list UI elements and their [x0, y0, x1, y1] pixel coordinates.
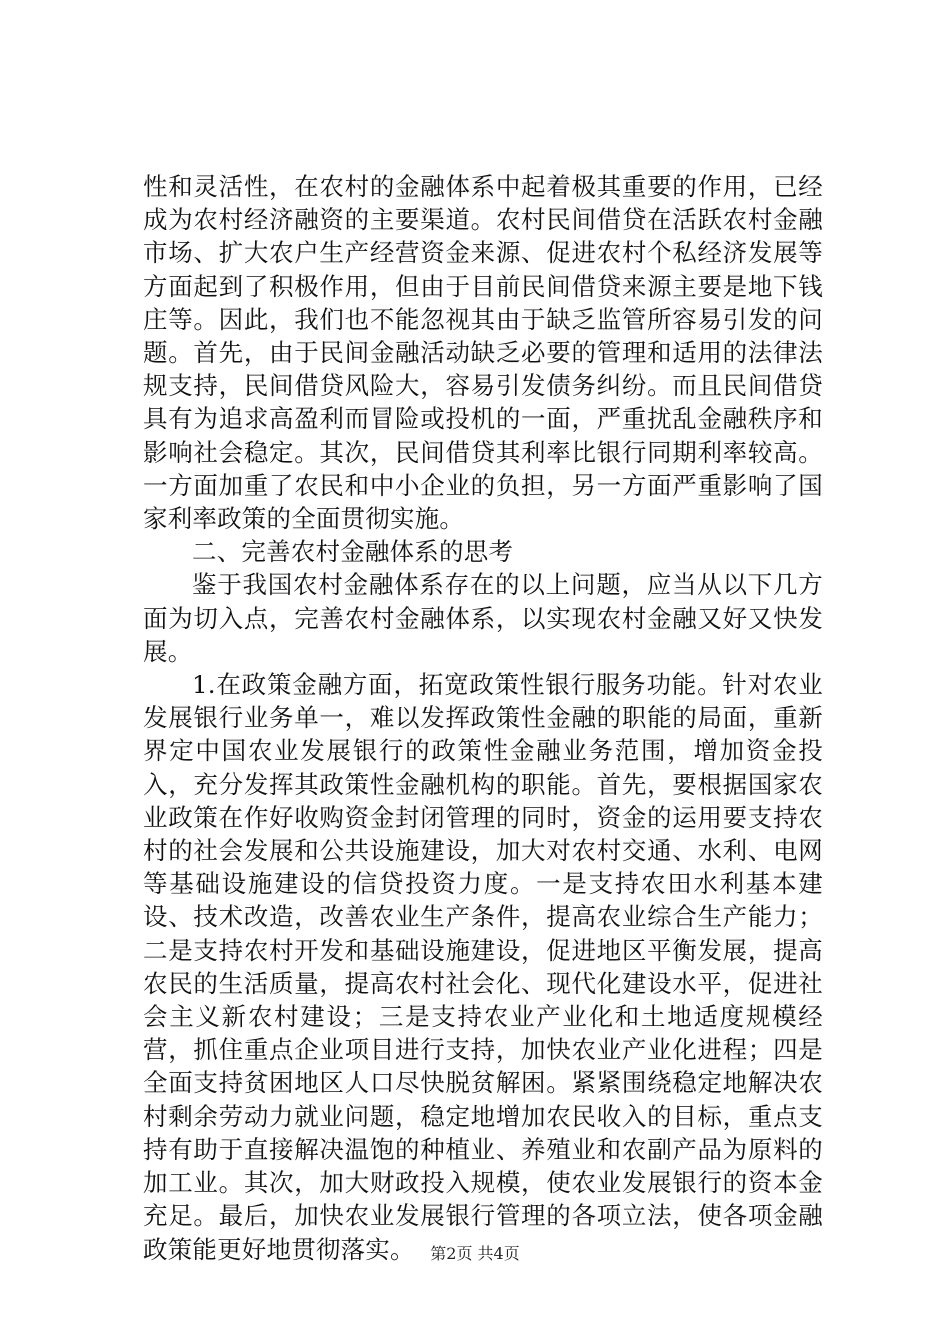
document-body: [143, 170, 823, 1266]
paragraph-continuation: 性和灵活性，在农村的金融体系中起着极其重要的作用，已经成为农村经济融资的主要渠道。农村民间借贷在活跃农村金融市场、扩大农户生产经营资金来源、促进农村个私经济发展等方面起到了积极作用，但由于目前民间借贷来源主要是地下钱庄等。因此，我们也不能忽视其由于缺乏监管所容易引发的问题。首先，由于民间金融活动缺乏必要的管理和适用的法律法规支持，民间借贷风险大，容易引发债务纠纷。而且民间借贷具有为追求高盈利而冒险或投机的一面，严重扰乱金融秩序和影响社会稳定。其次，民间借贷其利率比银行同期利率较高。一方面加重了农民和中小企业的负担，另一方面严重影响了国家利率政策的全面贯彻实施。: [143, 172, 823, 534]
paragraph-intro: 鉴于我国农村金融体系存在的以上问题，应当从以下几方面为切入点，完善农村金融体系，以实现农村金融又好又快发展。: [143, 570, 823, 666]
paragraph-policy-finance: 1.在政策金融方面，拓宽政策性银行服务功能。针对农业发展银行业务单一，难以发挥政策性金融的职能的局面，重新界定中国农业发展银行的政策性金融业务范围，增加资金投入，充分发挥其政策性金融机构的职能。首先，要根据国家农业政策在作好收购资金封闭管理的同时，资金的运用要支持农村的社会发展和公共设施建设，加大对农村交通、水利、电网等基础设施建设的信贷投资力度。一是支持农田水利基本建设、技术改造，改善农业生产条件，提高农业综合生产能力；二是支持农村开发和基础设施建设，促进地区平衡发展，提高农民的生活质量，提高农村社会化、现代化建设水平，促进社会主义新农村建设；三是支持农业产业化和土地适度规模经营，抓住重点企业项目进行支持，加快农业产业化进程；四是全面支持贫困地区人口尽快脱贫解困。紧紧围绕稳定地解决农村剩余劳动力就业问题，稳定地增加农民收入的目标，重点支持有助于直接解决温饱的种植业、养殖业和农副产品为原料的加工业。其次，加大财政投入规模，使农业发展银行的资本金充足。最后，加快农业发展银行管理的各项立法，使各项金融政策能更好地贯彻落实。: [143, 670, 823, 1264]
page-number: 第2页 共4页: [430, 1244, 520, 1263]
section-heading: 二、完善农村金融体系的思考: [192, 537, 514, 567]
